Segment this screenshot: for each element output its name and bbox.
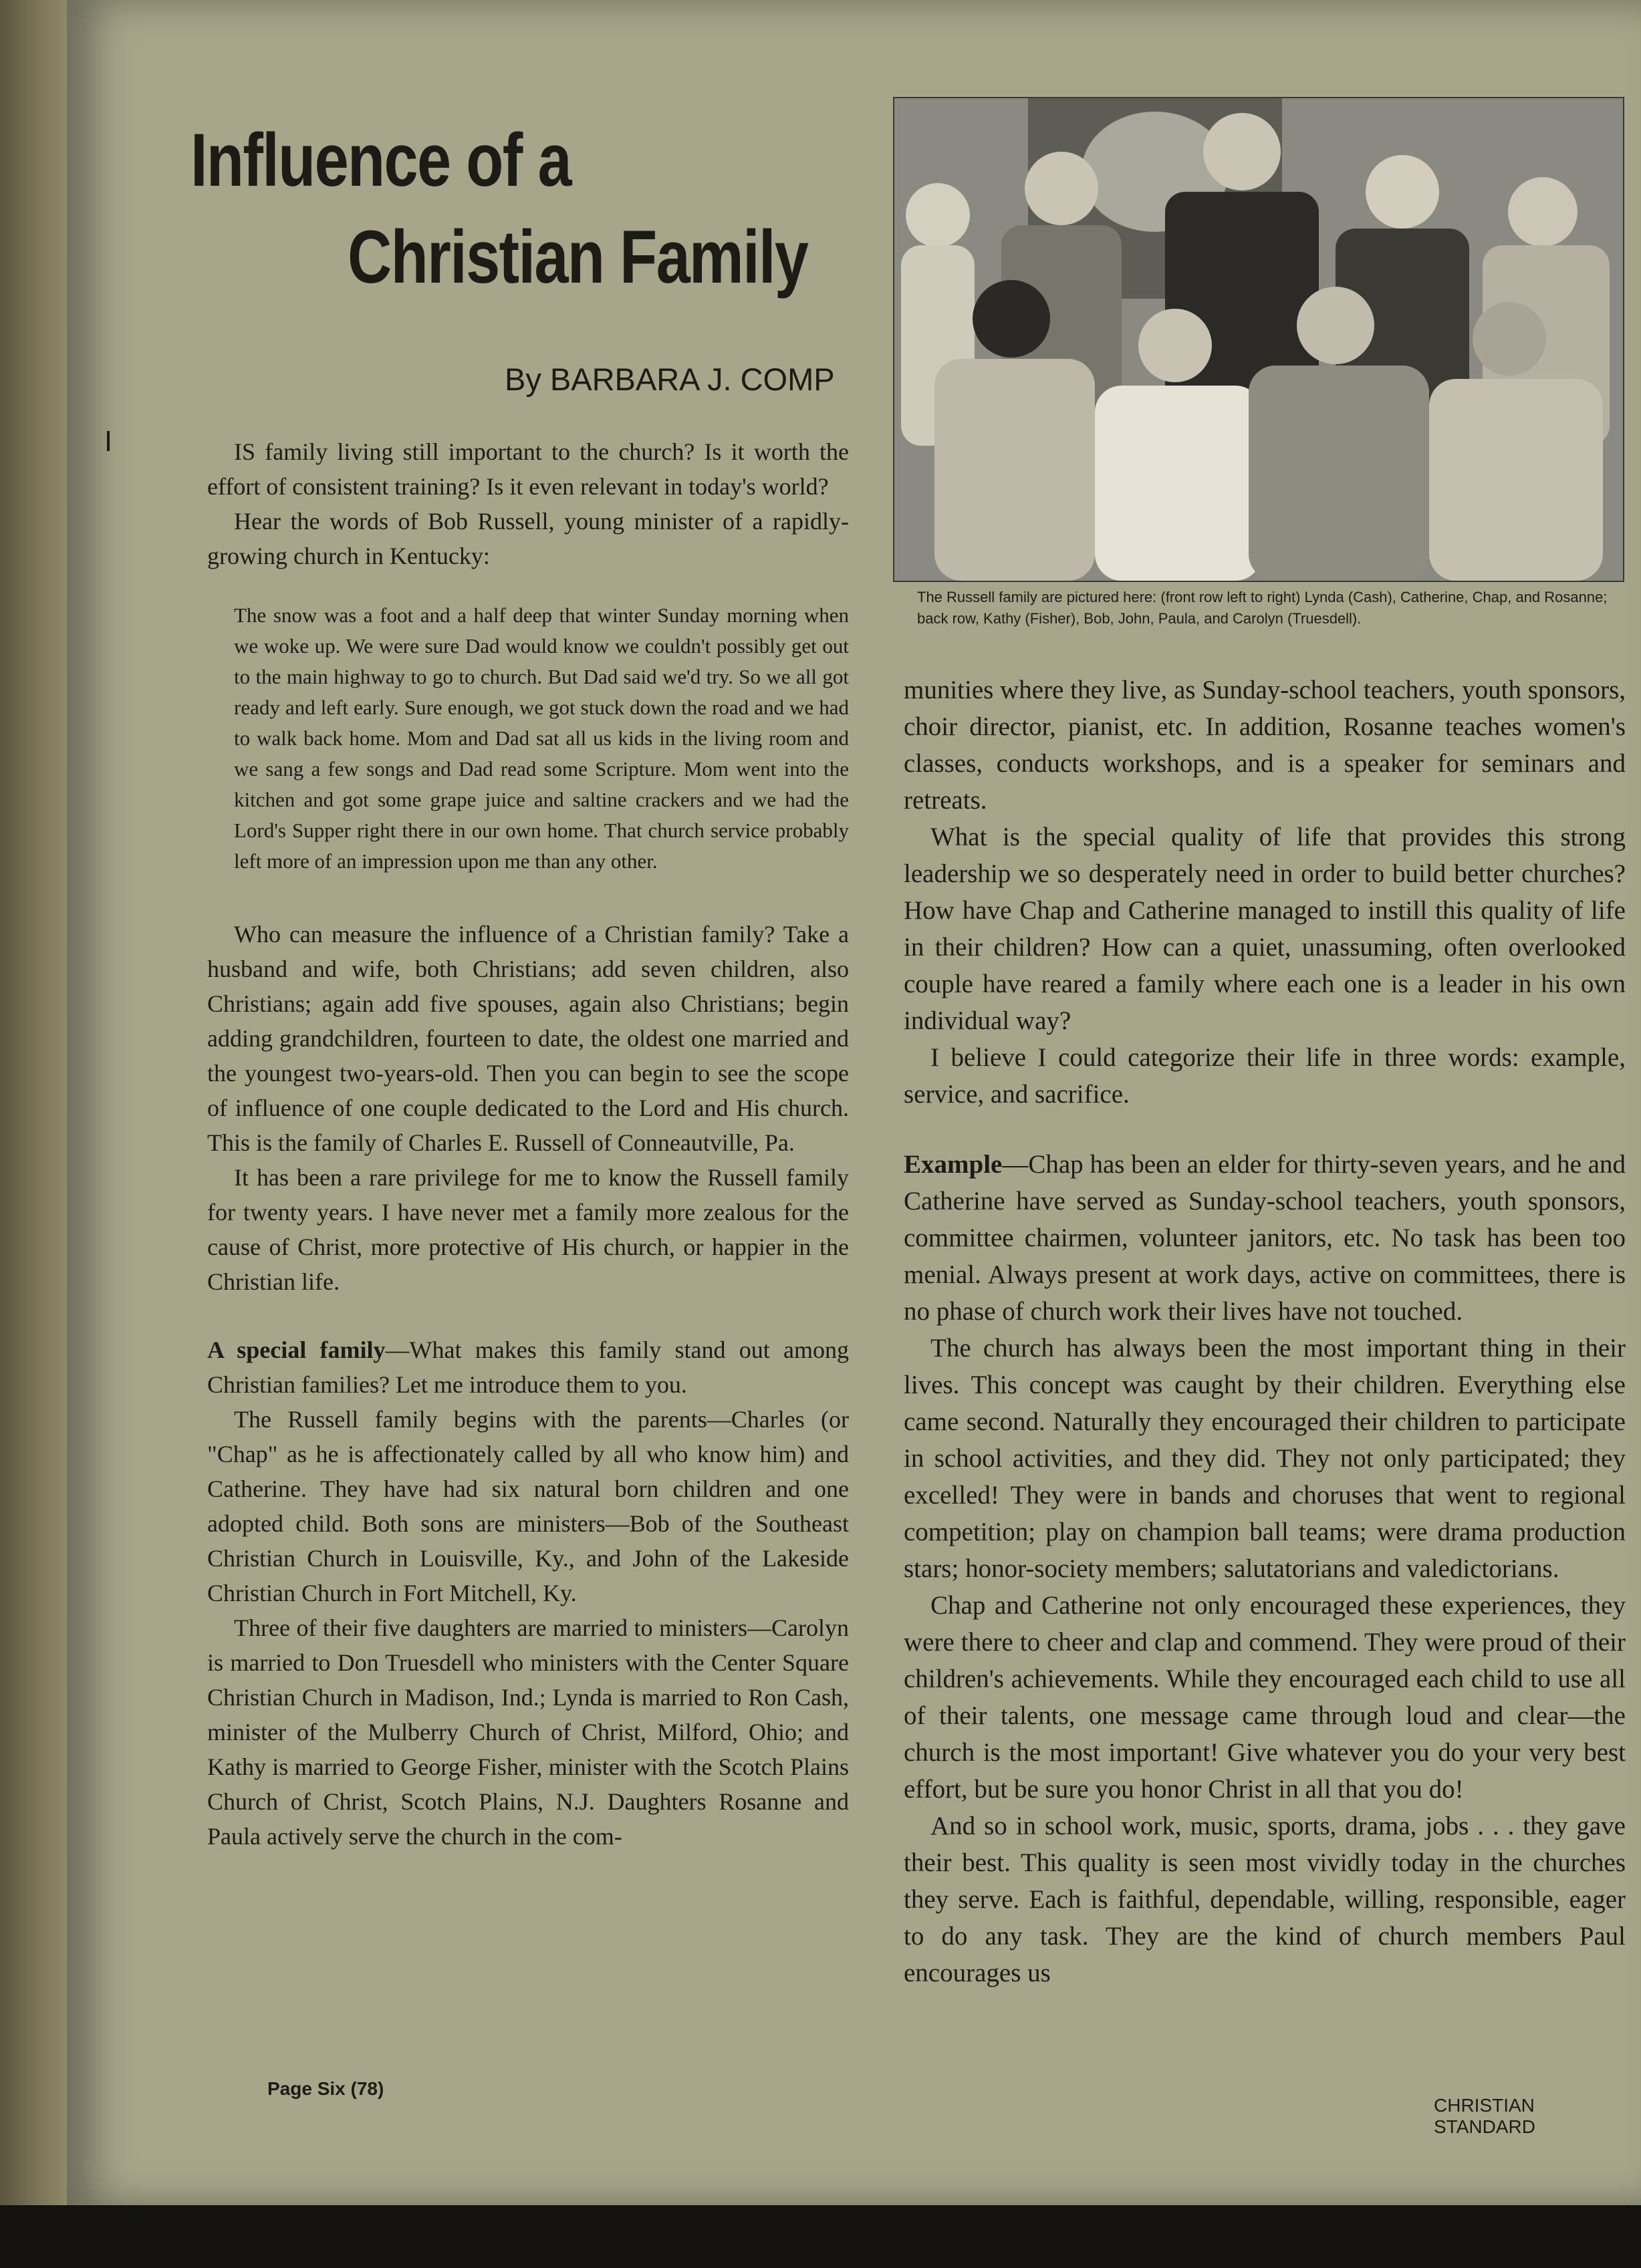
article-byline: By BARBARA J. COMP [505,362,835,397]
paragraph: I believe I could categorize their life in three words: example, service, and sacrifice. [904,1043,1626,1109]
article-title-line2: Christian Family [348,215,808,299]
paragraph: The Russell family begins with the parents—Charles (or "Chap" as he is affectionately called by all who know him) and Catherine. They have had six natural born children and one adopted child. Both sons are ministers—Bob of the Southeast Christian Church in Louisville, Ky., and John of the Lakeside Christian Church in Fort Mitchell, Ky. [207,1406,849,1606]
section-text: —Chap has been an elder for thirty-seven years, and he and Catherine have served as Sunday-school teachers, youth sponsors, committee chairmen, volunteer janitors, etc. No task has been too menial. Always present at work days, active on committees, there is no phase of church work their lives have not touched. [904,1150,1626,1326]
section-paragraph [207,1332,849,1402]
photo-caption: The Russell family are pictured here: (front row left to right) Lynda (Cash), Catherine, Chap, and Rosanne; back row, Kathy (Fisher), Bob, John, Paula, and Carolyn (Truesdell). [917,589,1608,627]
section-heading: Example [904,1150,1003,1179]
section-paragraph [904,1146,1626,1330]
section-heading: A special family [207,1336,386,1363]
paragraph: Chap and Catherine not only encouraged these experiences, they were there to cheer and clap and commend. They were proud of their children's achievements. While they encouraged each child to use all of their talents, one message came through loud and clear—the church is the most important! Give whatever you do your very best effort, but be sure you honor Christ in all that you do! [904,1591,1626,1804]
page-number: Page Six (78) [267,2078,384,2099]
paragraph: munities where they live, as Sunday-school teachers, youth sponsors, choir director, pianist, etc. In addition, Rosanne teaches women's classes, conducts workshops, and is a speaker for seminars and retreats. [904,676,1626,815]
paragraph: IS family living still important to the church? Is it worth the effort of consistent training? Is it even relevant in today's world? [207,438,849,500]
paragraph: Hear the words of Bob Russell, young minister of a rapidly-growing church in Kentucky: [207,508,849,569]
family-photo-illustration [894,98,1623,581]
section-text: —What makes this family stand out among Christian families? Let me introduce them to you. [207,1336,849,1398]
magazine-name: CHRISTIAN STANDARD [1434,2095,1535,2137]
page-binding [0,0,67,2205]
right-column [904,672,1626,1991]
paragraph: The church has always been the most important thing in their lives. This concept was caught by their children. Everything else came second. Naturally they encouraged their children to participate in school activities, and they did. They not only participated; they excelled! They were in bands and choruses that went to regional competition; play on champion ball teams; were drama production stars; honor-society members; salutatorians and valedictorians. [904,1334,1626,1583]
family-photo [893,97,1624,582]
paragraph: Three of their five daughters are married to ministers—Carolyn is married to Don Truesdell who ministers with the Center Square Christian Church in Madison, Ind.; Lynda is married to Ron Cash, minister of the Mulberry Church of Christ, Milford, Ohio; and Kathy is married to George Fisher, minister with the Scotch Plains Church of Christ, Scotch Plains, N.J. Daughters Rosanne and Paula actively serve the church in the com- [207,1614,849,1850]
paragraph: And so in school work, music, sports, drama, jobs . . . they gave their best. This quality is seen most vividly today in the churches they serve. Each is faithful, dependable, willing, responsible, eager to do any task. They are the kind of church members Paul encourages us [904,1812,1626,1987]
paragraph: Who can measure the influence of a Christian family? Take a husband and wife, both Christians; add seven children, also Christians; again add five spouses, again also Christians; begin adding grandchildren, fourteen to date, the oldest one married and the youngest two-years-old. Then you can begin to see the scope of influence of one couple dedicated to the Lord and His church. This is the family of Charles E. Russell of Conneautville, Pa. [207,921,849,1156]
paragraph: What is the special quality of life that provides this strong leadership we so desperately need in order to build better churches? How have Chap and Catherine managed to instill this quality of life in their children? How can a quiet, unassuming, often overlooked couple have reared a family where each one is a leader in his own individual way? [904,823,1626,1035]
left-column [207,434,849,1854]
block-quote: The snow was a foot and a half deep that winter Sunday morning when we woke up. We were sure Dad would know we couldn't possibly get out to the main highway to go to church. But Dad said we'd try. So we all got ready and left early. Sure enough, we got stuck down the road and we had to walk back home. Mom and Dad sat all us kids in the living room and we sang a few songs and Dad read some Scripture. Mom went into the kitchen and got some grape juice and saltine crackers and we had the Lord's Supper right there in our own home. That church service probably left more of an impression upon me than any other. [234,603,849,873]
paragraph: It has been a rare privilege for me to know the Russell family for twenty years. I have never met a family more zealous for the cause of Christ, more protective of His church, or happier in the Christian life. [207,1164,849,1295]
margin-mark [107,431,110,451]
page-bottom-shadow [0,2205,1641,2268]
article-title-line1: Influence of a [191,118,571,202]
